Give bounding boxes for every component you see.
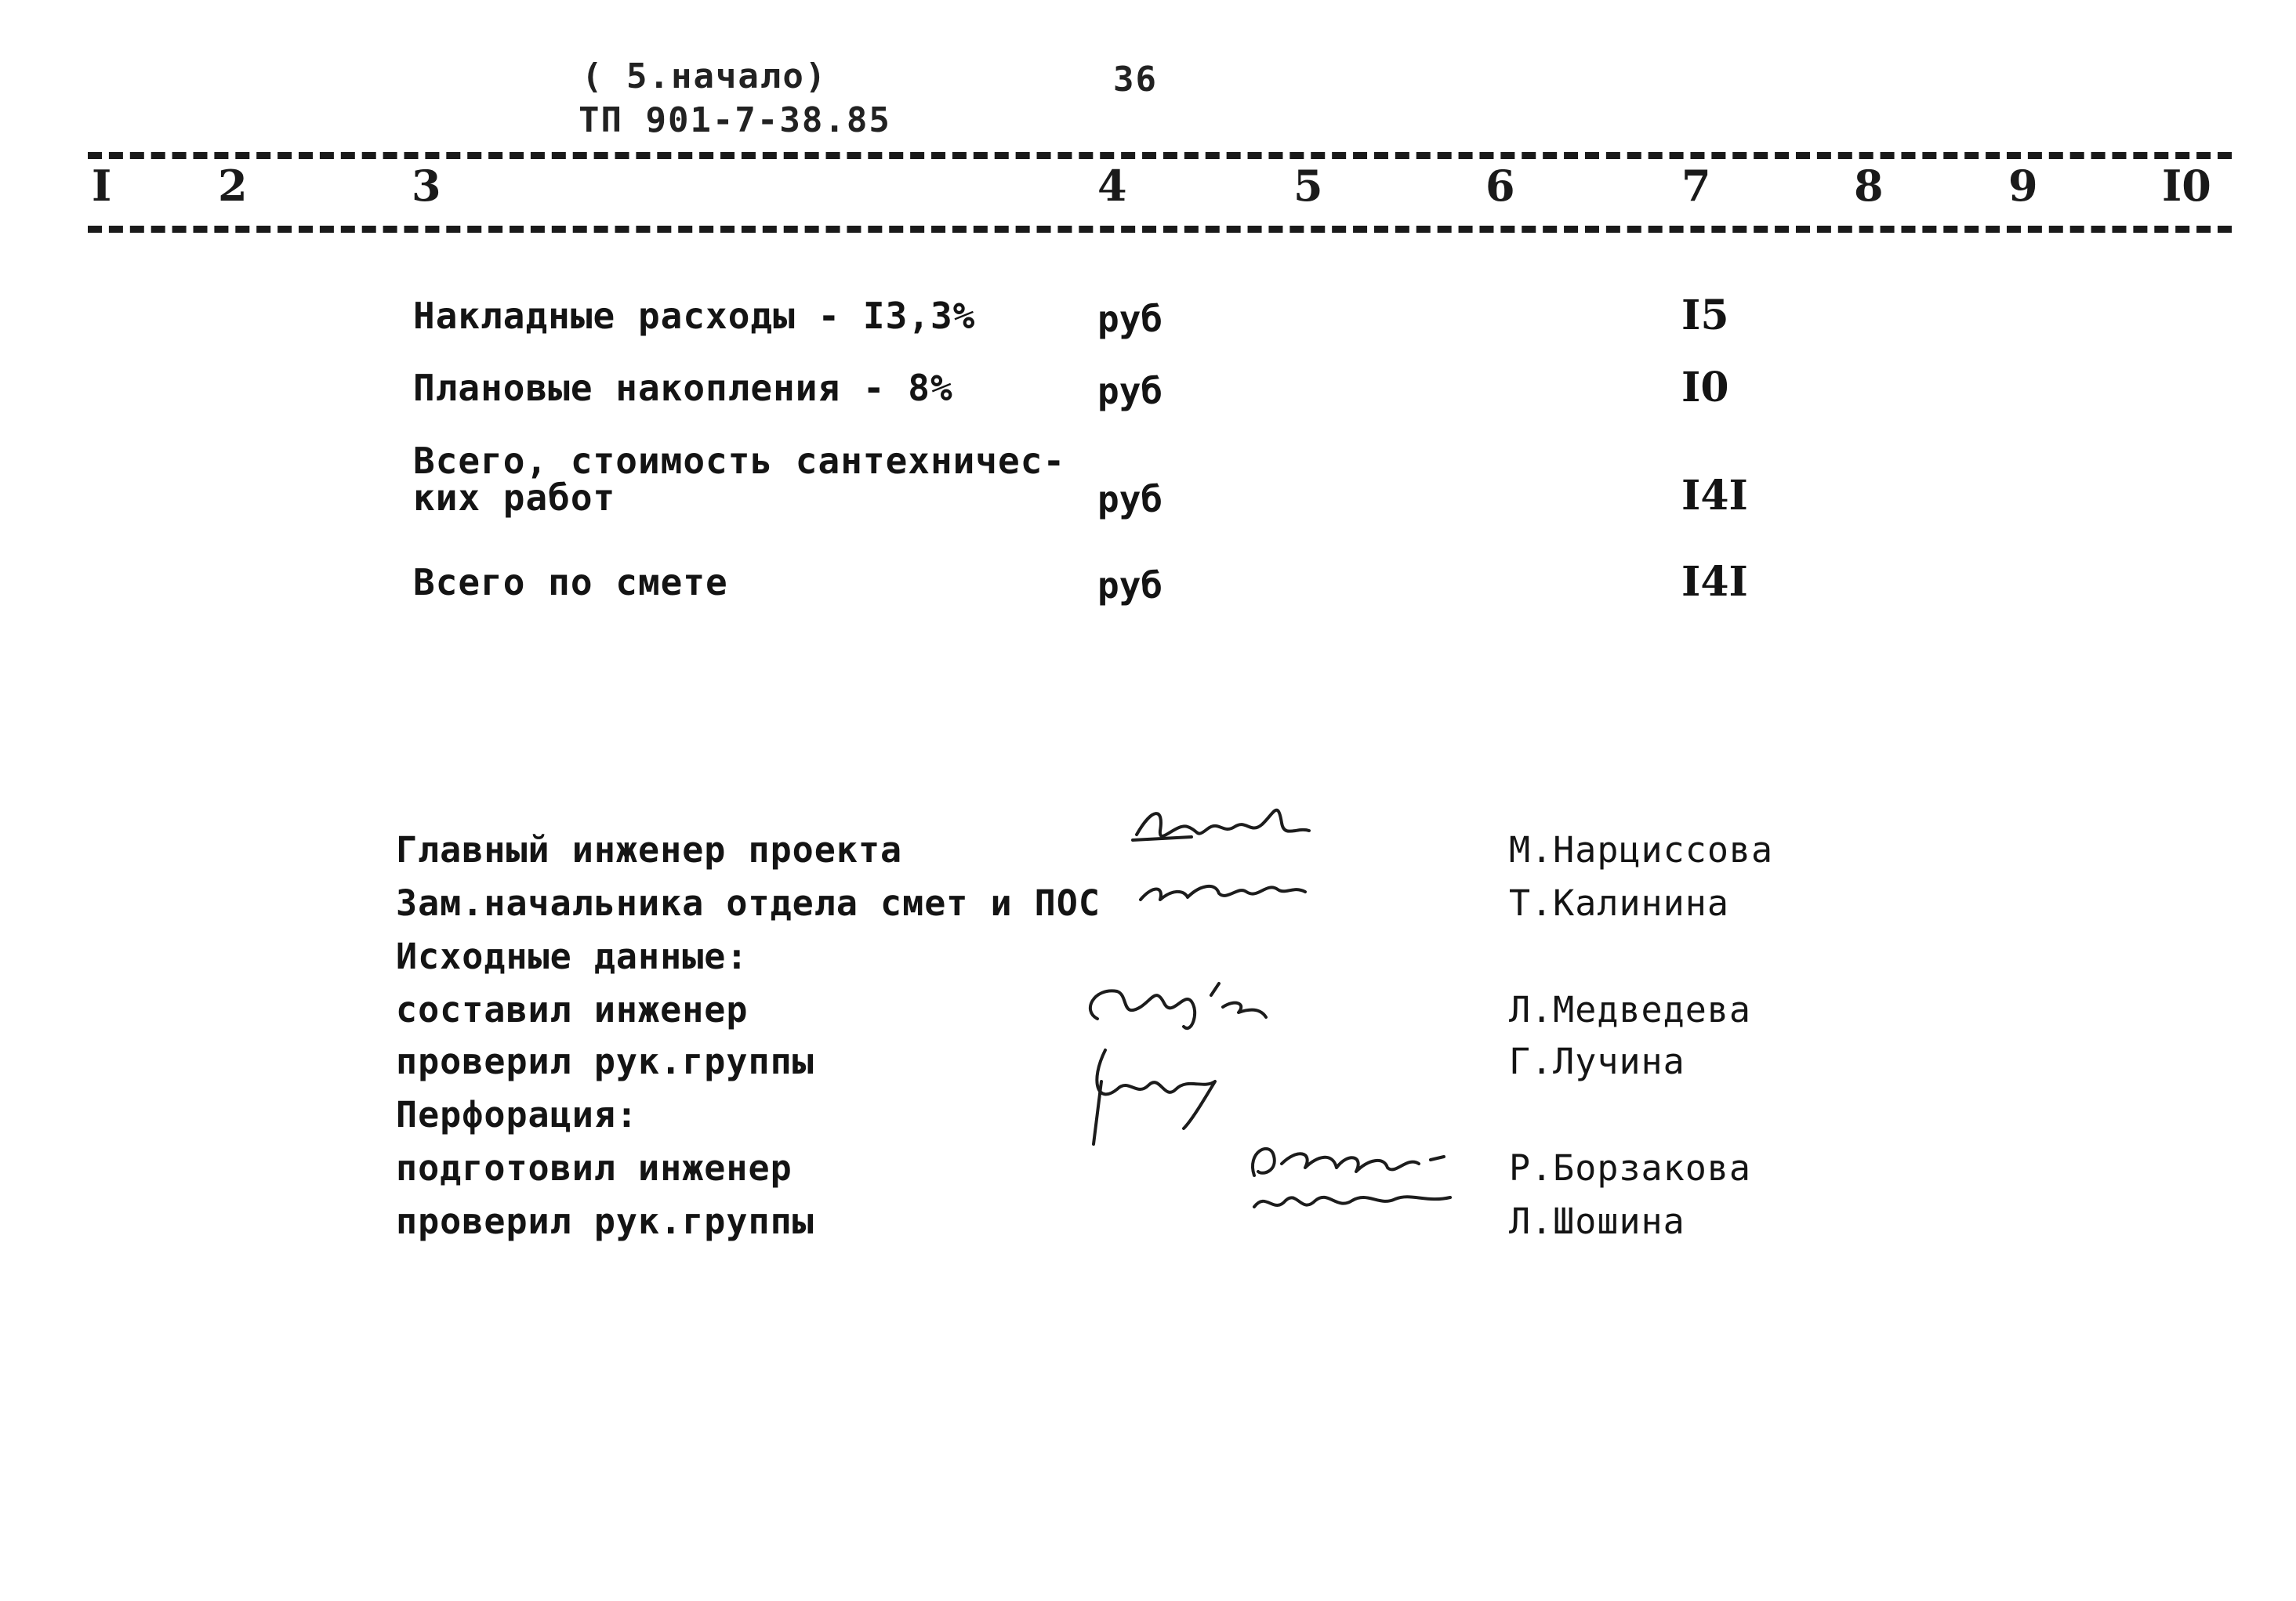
chief-engineer-role: Главный инженер проекта [396, 829, 903, 871]
checked-by-name: Г.Лучина [1509, 1041, 1685, 1082]
planned-savings-label: Плановые накопления - 8% [413, 367, 953, 409]
signature-chief-engineer [1121, 791, 1325, 862]
deputy-head-role: Зам.начальника отдела смет и ПОС [396, 882, 1101, 924]
planned-savings-unit: руб [1097, 370, 1163, 412]
overhead-costs-unit: руб [1097, 298, 1163, 340]
table-header-top-rule [88, 152, 2232, 159]
prepared-by-role: подготовил инженер [396, 1147, 793, 1189]
estimate-total-label: Всего по смете [413, 561, 728, 603]
estimate-total-unit: руб [1097, 564, 1163, 607]
verified-by-role: проверил рук.группы [396, 1201, 814, 1242]
table-header-bottom-rule [88, 226, 2232, 233]
overhead-costs-value: I5 [1681, 292, 1729, 339]
column-number-1: I [92, 161, 112, 211]
overhead-costs-label: Накладные расходы - I3,3% [413, 295, 976, 337]
chief-engineer-name: М.Нарциссова [1509, 829, 1774, 871]
plumbing-total-unit: руб [1097, 478, 1163, 520]
document-code: ТП 901-7-38.85 [579, 100, 891, 140]
column-number-9: 9 [2008, 161, 2038, 211]
sheet-part-label: ( 5.начало) [582, 56, 828, 96]
signature-deputy-head [1129, 862, 1317, 917]
deputy-head-name: Т.Калинина [1509, 882, 1729, 924]
signature-compiled-by [1074, 964, 1278, 1042]
column-number-8: 8 [1854, 161, 1884, 211]
column-number-10: I0 [2162, 161, 2211, 211]
compiled-by-role: составил инженер [396, 989, 749, 1031]
column-number-3: 3 [412, 161, 441, 211]
planned-savings-value: I0 [1681, 364, 1729, 411]
estimate-total-value: I4I [1681, 558, 1748, 606]
plumbing-total-label-line2: ких работ [413, 476, 616, 519]
plumbing-total-label-line1: Всего, стоимость сантехничес- [413, 440, 1066, 482]
verified-by-name: Л.Шошина [1509, 1201, 1685, 1242]
source-data-heading: Исходные данные: [396, 936, 749, 977]
column-number-5: 5 [1293, 161, 1323, 211]
checked-by-role: проверил рук.группы [396, 1041, 814, 1082]
column-number-2: 2 [218, 161, 248, 211]
page-number: 36 [1113, 60, 1158, 100]
signature-prepared-by [1239, 1128, 1474, 1230]
compiled-by-name: Л.Медведева [1509, 989, 1752, 1031]
column-number-4: 4 [1097, 161, 1127, 211]
perforation-heading: Перфорация: [396, 1094, 639, 1136]
column-number-6: 6 [1485, 161, 1515, 211]
plumbing-total-value: I4I [1681, 472, 1748, 520]
prepared-by-name: Р.Борзакова [1509, 1147, 1752, 1189]
column-number-7: 7 [1681, 161, 1711, 211]
signature-checked-by [1074, 1034, 1239, 1160]
